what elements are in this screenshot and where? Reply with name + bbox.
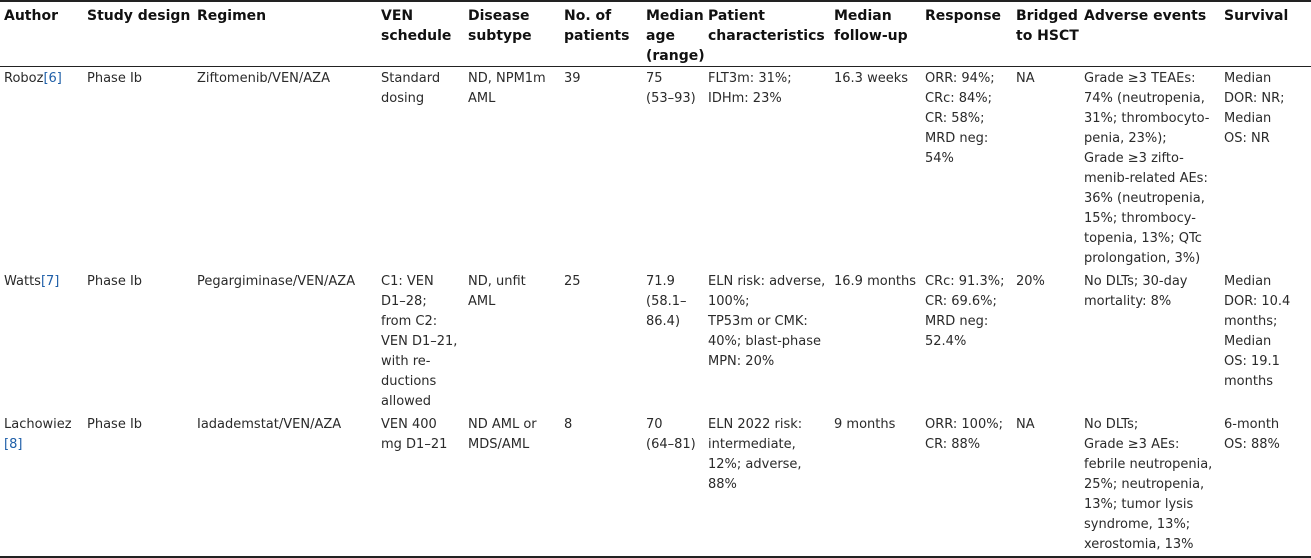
header-no-patients: No. of patients xyxy=(564,8,630,44)
row-2-study-design: Phase Ib xyxy=(87,274,143,289)
reference-link[interactable]: [8] xyxy=(4,437,23,452)
row-3-author xyxy=(4,415,72,452)
row-1-response: ORR: 94%; CRc: 84%; CR: 58%; MRD neg: 54% xyxy=(925,71,995,166)
row-3-disease-subtype: ND AML or MDS/AML xyxy=(468,417,537,452)
row-2-survival: Median DOR: 10.4 months; Median OS: 19.1 months xyxy=(1224,274,1291,389)
row-2-no-patients: 25 xyxy=(564,274,581,289)
row-1-adverse-events: Grade ≥3 TEAEs: 74% (neutropenia, 31%; thrombocyto- penia, 23%); Grade ≥3 zifto- menib-related AEs: 36% (neutropenia, 15%; thrombocy- topenia, 13%; QTc prolongation, 3%) xyxy=(1084,71,1210,266)
header-study-design: Study design xyxy=(87,8,191,24)
row-3-bridged-hsct: NA xyxy=(1016,417,1035,432)
row-1-survival: Median DOR: NR; Median OS: NR xyxy=(1224,71,1285,146)
row-3-median-follow-up: 9 months xyxy=(834,417,896,432)
author-name: Roboz xyxy=(4,71,44,86)
row-1-regimen: Ziftomenib/VEN/AZA xyxy=(197,71,330,86)
header-median-age: Median age (range) xyxy=(646,8,705,64)
row-3-median-age: 70 (64–81) xyxy=(646,417,696,452)
header-response: Response xyxy=(925,8,1002,24)
row-1-disease-subtype: ND, NPM1m AML xyxy=(468,71,546,106)
header-bridged-hsct: Bridged to HSCT xyxy=(1016,8,1079,44)
header-author: Author xyxy=(4,8,58,24)
row-1-median-follow-up: 16.3 weeks xyxy=(834,71,909,86)
row-3-ven-schedule: VEN 400 mg D1–21 xyxy=(381,417,448,452)
row-1-ven-schedule: Standard dosing xyxy=(381,71,441,106)
row-3-adverse-events: No DLTs; Grade ≥3 AEs: febrile neutropenia, 25%; neutropenia, 13%; tumor lysis syndrome, 13%; xerostomia, 13% xyxy=(1084,417,1213,552)
row-2-median-age: 71.9 (58.1– 86.4) xyxy=(646,274,687,329)
row-2-disease-subtype: ND, unfit AML xyxy=(468,274,526,309)
row-1-patient-characteristics: FLT3m: 31%; IDHm: 23% xyxy=(708,71,792,106)
reference-link[interactable]: [6] xyxy=(43,71,62,86)
header-regimen: Regimen xyxy=(197,8,267,24)
header-disease-subtype: Disease subtype xyxy=(468,8,532,44)
row-2-ven-schedule: C1: VEN D1–28; from C2: VEN D1–21, with re- ductions allowed xyxy=(381,274,458,409)
row-3-study-design: Phase Ib xyxy=(87,417,143,432)
row-2-bridged-hsct: 20% xyxy=(1016,274,1045,289)
reference-link[interactable]: [7] xyxy=(40,274,60,289)
row-2-author xyxy=(4,272,60,292)
author-name: Watts xyxy=(4,274,41,289)
row-3-patient-characteristics: ELN 2022 risk: intermediate, 12%; adverse, 88% xyxy=(708,417,803,492)
row-2-adverse-events: No DLTs; 30-day mortality: 8% xyxy=(1084,274,1188,309)
header-median-follow-up: Median follow-up xyxy=(834,8,908,44)
row-2-regimen: Pegargiminase/VEN/AZA xyxy=(197,274,356,289)
row-1-author xyxy=(4,69,62,89)
header-divider-rule xyxy=(0,66,1311,67)
header-adverse-events: Adverse events xyxy=(1084,8,1207,24)
author-name: Lachowiez xyxy=(4,417,72,432)
header-patient-characteristics: Patient characteristics xyxy=(708,8,825,44)
row-2-median-follow-up: 16.9 months xyxy=(834,274,917,289)
row-1-no-patients: 39 xyxy=(564,71,581,86)
row-3-no-patients: 8 xyxy=(564,417,573,432)
row-1-median-age: 75 (53–93) xyxy=(646,71,696,106)
row-3-survival: 6-month OS: 88% xyxy=(1224,417,1280,452)
row-1-bridged-hsct: NA xyxy=(1016,71,1035,86)
table-top-rule xyxy=(0,0,1311,2)
row-3-regimen: Iadademstat/VEN/AZA xyxy=(197,417,342,432)
row-3-response: ORR: 100%; CR: 88% xyxy=(925,417,1003,452)
row-2-patient-characteristics: ELN risk: adverse, 100%; TP53m or CMK: 40%; blast-phase MPN: 20% xyxy=(708,274,826,369)
row-2-response: CRc: 91.3%; CR: 69.6%; MRD neg: 52.4% xyxy=(925,274,1005,349)
row-1-study-design: Phase Ib xyxy=(87,71,143,86)
header-survival: Survival xyxy=(1224,8,1289,24)
header-ven-schedule: VEN schedule xyxy=(381,8,452,44)
